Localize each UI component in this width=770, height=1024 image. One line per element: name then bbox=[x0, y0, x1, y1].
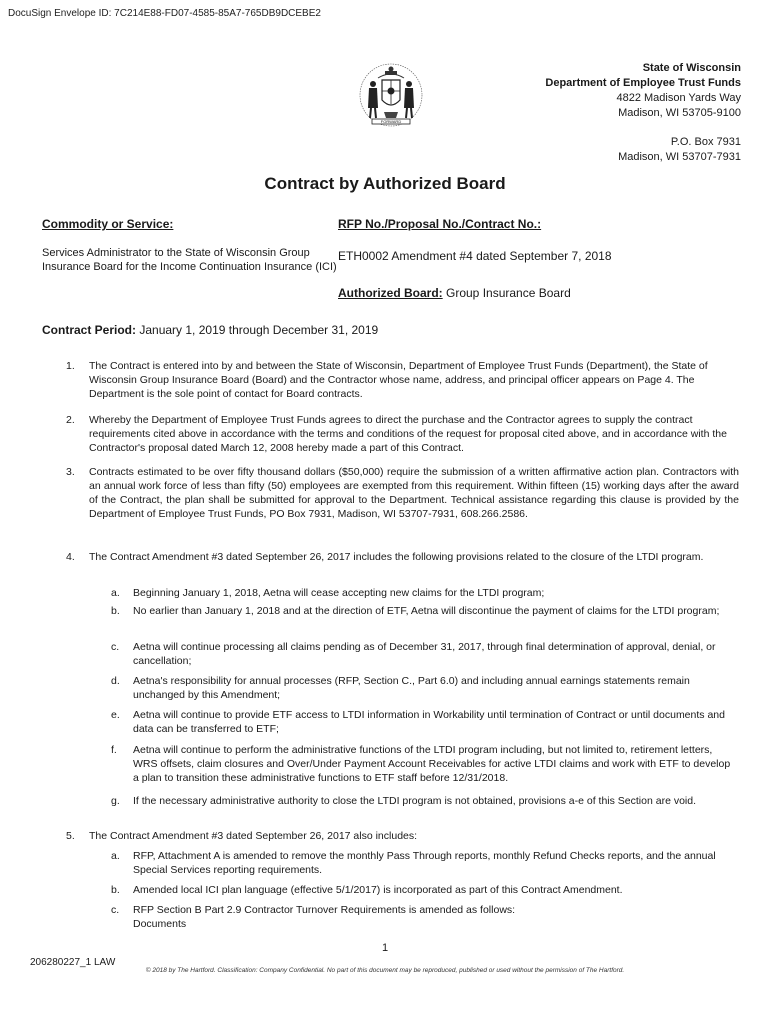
sub-list-item-text: Aetna will continue processing all claims pending as of December 31, 2017, through final determination of approval, denial, or cancellation; bbox=[133, 641, 716, 667]
sub-list-item-letter: e. bbox=[111, 709, 120, 721]
docusign-envelope-id: DocuSign Envelope ID: 7C214E88-FD07-4585-85A7-765DB9DCEBE2 bbox=[8, 8, 321, 19]
sub-list-item-letter: g. bbox=[111, 795, 120, 807]
list-item-number: 4. bbox=[66, 551, 75, 563]
authorized-board-label: Authorized Board: bbox=[338, 286, 443, 300]
sub-list-item-text: If the necessary administrative authority to close the LTDI program is not obtained, provisions a-e of this Section are void. bbox=[133, 795, 697, 807]
authorized-board-value: Group Insurance Board bbox=[442, 286, 571, 300]
list-item-text: The Contract Amendment #3 dated September 26, 2017 includes the following provisions related to the closure of the LTDI program. bbox=[89, 551, 704, 563]
sub-list-item-letter: b. bbox=[111, 884, 120, 896]
contract-period bbox=[42, 323, 378, 337]
contract-period-value: January 1, 2019 through December 31, 2019 bbox=[136, 323, 379, 337]
copyright-notice: © 2018 by The Hartford. Classification: Company Confidential. No part of this document may be reproduced, published or used without the permission of The Hartford. bbox=[145, 967, 625, 974]
sub-list-item-continuation: Documents bbox=[133, 918, 187, 930]
agency-po-city: Madison, WI 53707-7931 bbox=[618, 151, 741, 163]
authorized-board bbox=[338, 286, 571, 300]
list-item-text: Whereby the Department of Employee Trust Funds agrees to direct the purchase and the Contractor agrees to supply the contract requirements cited above in accordance with the terms and conditions of the request for proposal cited above, and in accordance with the Contractor's proposal dated March 12, 2008 hereby made a part of this Contract. bbox=[89, 414, 727, 454]
agency-department: Department of Employee Trust Funds bbox=[545, 77, 741, 89]
sub-list-item-letter: c. bbox=[111, 641, 120, 653]
agency-address-block bbox=[545, 61, 741, 165]
sub-list-item-letter: f. bbox=[111, 744, 117, 756]
sub-list-item-letter: a. bbox=[111, 850, 120, 862]
sub-list-item-text: RFP, Attachment A is amended to remove the monthly Pass Through reports, monthly Refund Checks reports, and the annual Special Services reporting requirements. bbox=[133, 850, 716, 876]
svg-text:FORWARD: FORWARD bbox=[380, 119, 402, 124]
page-number: 1 bbox=[381, 942, 389, 954]
list-item-text: Contracts estimated to be over fifty thousand dollars ($50,000) require the submission of a written affirmative action plan. Contractors with an annual work force of less than fifty (50) employees are exempted from this requirement. Within fifteen (15) working days after the award of the Contract, the plan shall be submitted for approval to the Department. Technical assistance regarding this clause is provided by the Department of Employee Trust Funds, PO Box 7931, Madison, WI 53707-7931, 608.266.2586. bbox=[89, 466, 739, 520]
list-item-number: 2. bbox=[66, 414, 75, 426]
wisconsin-state-seal-icon bbox=[358, 62, 424, 128]
sub-list-item-text: RFP Section B Part 2.9 Contractor Turnover Requirements is amended as follows: bbox=[133, 904, 516, 916]
sub-list-item-letter: c. bbox=[111, 904, 120, 916]
list-item-text: The Contract is entered into by and between the State of Wisconsin, Department of Employee Trust Funds (Department), the State of Wisconsin Group Insurance Board (Board) and the Contractor whose name, address, and principal officer appears on Page 4. The Department is the sole point of contact for Board contracts. bbox=[89, 360, 708, 400]
agency-po-box: P.O. Box 7931 bbox=[670, 136, 741, 148]
contract-period-label: Contract Period: bbox=[42, 323, 137, 337]
sub-list-item-text: Aetna will continue to provide ETF access to LTDI information in Workability until termination of Contract or until documents and data can be transferred to ETF; bbox=[133, 709, 725, 735]
agency-city: Madison, WI 53705-9100 bbox=[618, 107, 741, 119]
sub-list-item-text: Aetna will continue to perform the administrative functions of the LTDI program including, but not limited to, retirement letters, WRS offsets, claim closures and Over/Under Payment Account Receivables for active LTDI claims and work with ETF to develop a plan to transition these administrative functions to ETF staff before 12/31/2018. bbox=[133, 744, 731, 784]
sub-list-item-letter: d. bbox=[111, 675, 120, 687]
list-item-text: The Contract Amendment #3 dated September 26, 2017 also includes: bbox=[89, 830, 418, 842]
agency-state: State of Wisconsin bbox=[642, 62, 741, 74]
document-id: 206280227_1 LAW bbox=[30, 957, 116, 968]
rfp-label: RFP No./Proposal No./Contract No.: bbox=[338, 217, 542, 231]
rfp-number: ETH0002 Amendment #4 dated September 7, 2018 bbox=[338, 249, 612, 263]
sub-list-item-letter: b. bbox=[111, 605, 120, 617]
agency-street: 4822 Madison Yards Way bbox=[616, 92, 741, 104]
sub-list-item-letter: a. bbox=[111, 587, 120, 599]
commodity-label: Commodity or Service: bbox=[42, 217, 174, 231]
commodity-text: Services Administrator to the State of Wisconsin Group Insurance Board for the Income Continuation Insurance (ICI) bbox=[42, 247, 337, 273]
list-item-number: 5. bbox=[66, 830, 75, 842]
sub-list-item-text: Amended local ICI plan language (effective 5/1/2017) is incorporated as part of this Contract Amendment. bbox=[133, 884, 623, 896]
document-title: Contract by Authorized Board bbox=[264, 174, 506, 193]
list-item-number: 3. bbox=[66, 466, 75, 478]
sub-list-item-text: Aetna's responsibility for annual processes (RFP, Section C., Part 6.0) and including annual earnings statements remain unchanged by this Amendment; bbox=[133, 675, 690, 701]
sub-list-item-text: Beginning January 1, 2018, Aetna will cease accepting new claims for the LTDI program; bbox=[133, 587, 545, 599]
sub-list-item-text: No earlier than January 1, 2018 and at the direction of ETF, Aetna will discontinue the payment of claims for the LTDI program; bbox=[133, 605, 720, 617]
list-item-number: 1. bbox=[66, 360, 75, 372]
